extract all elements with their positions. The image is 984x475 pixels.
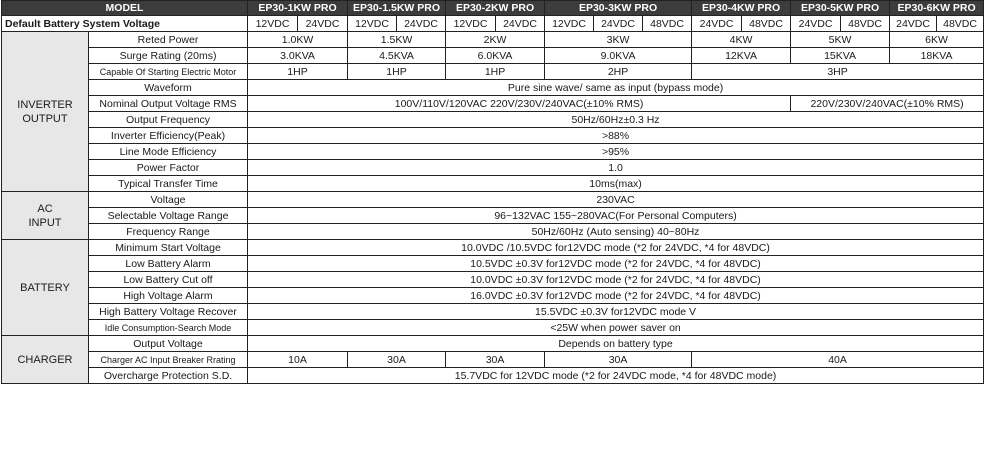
value-cell: 100V/110V/120VAC 220V/230V/240VAC(±10% RMS)	[248, 96, 791, 112]
voltage-cell: 12VDC	[348, 16, 397, 32]
model-ep30-1-5kw: EP30-1.5KW PRO	[348, 1, 446, 16]
value-cell: 2HP	[545, 64, 692, 80]
table-row	[2, 224, 984, 240]
table-row	[2, 96, 984, 112]
param-high-alarm: High Voltage Alarm	[89, 288, 248, 304]
value-cell: >95%	[248, 144, 984, 160]
value-cell: 10.5VDC ±0.3V for12VDC mode (*2 for 24VDC, *4 for 48VDC)	[248, 256, 984, 272]
value-cell: 40A	[692, 352, 984, 368]
section-ac-input	[2, 192, 89, 240]
voltage-cell: 12VDC	[248, 16, 298, 32]
value-cell: 230VAC	[248, 192, 984, 208]
model-ep30-1kw: EP30-1KW PRO	[248, 1, 348, 16]
voltage-cell: 24VDC	[692, 16, 742, 32]
section-inverter-line1: INVERTER	[17, 98, 73, 111]
section-inverter-output	[2, 32, 89, 192]
voltage-cell: 12VDC	[545, 16, 594, 32]
value-cell: 96~132VAC 155~280VAC(For Personal Computers)	[248, 208, 984, 224]
param-low-cut: Low Battery Cut off	[89, 272, 248, 288]
table-row	[2, 368, 984, 384]
table-row	[2, 128, 984, 144]
value-cell: 6KW	[890, 32, 984, 48]
section-ac-line2: INPUT	[28, 216, 62, 229]
param-overcharge: Overcharge Protection S.D.	[89, 368, 248, 384]
model-ep30-2kw: EP30-2KW PRO	[446, 1, 545, 16]
value-cell: 16.0VDC ±0.3V for12VDC mode (*2 for 24VDC, *4 for 48VDC)	[248, 288, 984, 304]
value-cell: 4.5KVA	[348, 48, 446, 64]
table-row	[2, 144, 984, 160]
voltage-cell: 24VDC	[397, 16, 446, 32]
value-cell: Pure sine wave/ same as input (bypass mode)	[248, 80, 984, 96]
table-row	[2, 208, 984, 224]
model-header-row	[2, 1, 984, 16]
param-idle-consumption: Idle Consumption-Search Mode	[89, 320, 248, 336]
param-high-recover: High Battery Voltage Recover	[89, 304, 248, 320]
value-cell: 1HP	[248, 64, 348, 80]
voltage-cell: 24VDC	[594, 16, 643, 32]
value-cell: 10.0VDC ±0.3V for12VDC mode (*2 for 24VDC, *4 for 48VDC)	[248, 272, 984, 288]
param-motor: Capable Of Starting Electric Motor	[89, 64, 248, 80]
param-selectable-range: Selectable Voltage Range	[89, 208, 248, 224]
value-cell: 5KW	[791, 32, 890, 48]
value-cell: 1.5KW	[348, 32, 446, 48]
value-cell: >88%	[248, 128, 984, 144]
value-cell: 3HP	[692, 64, 984, 80]
value-cell: 3.0KVA	[248, 48, 348, 64]
voltage-cell: 48VDC	[937, 16, 984, 32]
section-inverter-line2: OUTPUT	[22, 112, 68, 125]
model-ep30-5kw: EP30-5KW PRO	[791, 1, 890, 16]
table-row	[2, 272, 984, 288]
value-cell: Depends on battery type	[248, 336, 984, 352]
param-line-mode-efficiency: Line Mode Efficiency	[89, 144, 248, 160]
value-cell: 1.0KW	[248, 32, 348, 48]
battery-voltage-row	[2, 16, 984, 32]
table-row	[2, 64, 984, 80]
voltage-cell: 24VDC	[791, 16, 841, 32]
param-low-alarm: Low Battery Alarm	[89, 256, 248, 272]
param-rated-power: Reted Power	[89, 32, 248, 48]
value-cell: 30A	[545, 352, 692, 368]
value-cell: 220V/230V/240VAC(±10% RMS)	[791, 96, 984, 112]
section-charger: CHARGER	[2, 336, 89, 384]
voltage-cell: 48VDC	[643, 16, 692, 32]
table-row	[2, 192, 984, 208]
section-ac-line1: AC	[37, 202, 53, 215]
param-inverter-efficiency: Inverter Efficiency(Peak)	[89, 128, 248, 144]
table-row	[2, 336, 984, 352]
voltage-cell: 12VDC	[446, 16, 496, 32]
table-row	[2, 352, 984, 368]
section-battery: BATTERY	[2, 240, 89, 336]
value-cell: 30A	[446, 352, 545, 368]
table-row	[2, 112, 984, 128]
value-cell: 10ms(max)	[248, 176, 984, 192]
value-cell: 30A	[348, 352, 446, 368]
table-row	[2, 48, 984, 64]
value-cell: 1HP	[446, 64, 545, 80]
value-cell: 50Hz/60Hz±0.3 Hz	[248, 112, 984, 128]
value-cell: 12KVA	[692, 48, 791, 64]
table-row	[2, 240, 984, 256]
table-row	[2, 288, 984, 304]
param-nominal-output: Nominal Output Voltage RMS	[89, 96, 248, 112]
param-ac-voltage: Voltage	[89, 192, 248, 208]
param-frequency-range: Frequency Range	[89, 224, 248, 240]
value-cell: 3KW	[545, 32, 692, 48]
model-label: MODEL	[2, 1, 248, 16]
param-surge-rating: Surge Rating (20ms)	[89, 48, 248, 64]
value-cell: 1.0	[248, 160, 984, 176]
table-row	[2, 32, 984, 48]
voltage-cell: 24VDC	[496, 16, 545, 32]
value-cell: 15.5VDC ±0.3V for12VDC mode V	[248, 304, 984, 320]
model-ep30-3kw: EP30-3KW PRO	[545, 1, 692, 16]
param-output-frequency: Output Frequency	[89, 112, 248, 128]
table-row	[2, 160, 984, 176]
value-cell: 50Hz/60Hz (Auto sensing) 40~80Hz	[248, 224, 984, 240]
value-cell: 2KW	[446, 32, 545, 48]
table-row	[2, 176, 984, 192]
param-breaker-rating: Charger AC Input Breaker Rrating	[89, 352, 248, 368]
value-cell: 6.0KVA	[446, 48, 545, 64]
model-ep30-4kw: EP30-4KW PRO	[692, 1, 791, 16]
value-cell: 10A	[248, 352, 348, 368]
value-cell: 15.7VDC for 12VDC mode (*2 for 24VDC mode, *4 for 48VDC mode)	[248, 368, 984, 384]
param-power-factor: Power Factor	[89, 160, 248, 176]
param-transfer-time: Typical Transfer Time	[89, 176, 248, 192]
table-row	[2, 80, 984, 96]
value-cell: 9.0KVA	[545, 48, 692, 64]
voltage-cell: 24VDC	[298, 16, 348, 32]
battery-voltage-label: Default Battery System Voltage	[2, 16, 248, 32]
value-cell: 4KW	[692, 32, 791, 48]
value-cell: 15KVA	[791, 48, 890, 64]
table-row	[2, 304, 984, 320]
value-cell: 1HP	[348, 64, 446, 80]
spec-table	[1, 0, 984, 384]
voltage-cell: 48VDC	[742, 16, 791, 32]
value-cell: 18KVA	[890, 48, 984, 64]
value-cell: 10.0VDC /10.5VDC for12VDC mode (*2 for 24VDC, *4 for 48VDC)	[248, 240, 984, 256]
model-ep30-6kw: EP30-6KW PRO	[890, 1, 984, 16]
param-min-start: Minimum Start Voltage	[89, 240, 248, 256]
param-waveform: Waveform	[89, 80, 248, 96]
voltage-cell: 48VDC	[841, 16, 890, 32]
value-cell: <25W when power saver on	[248, 320, 984, 336]
table-row	[2, 256, 984, 272]
voltage-cell: 24VDC	[890, 16, 937, 32]
param-output-voltage: Output Voltage	[89, 336, 248, 352]
table-row	[2, 320, 984, 336]
